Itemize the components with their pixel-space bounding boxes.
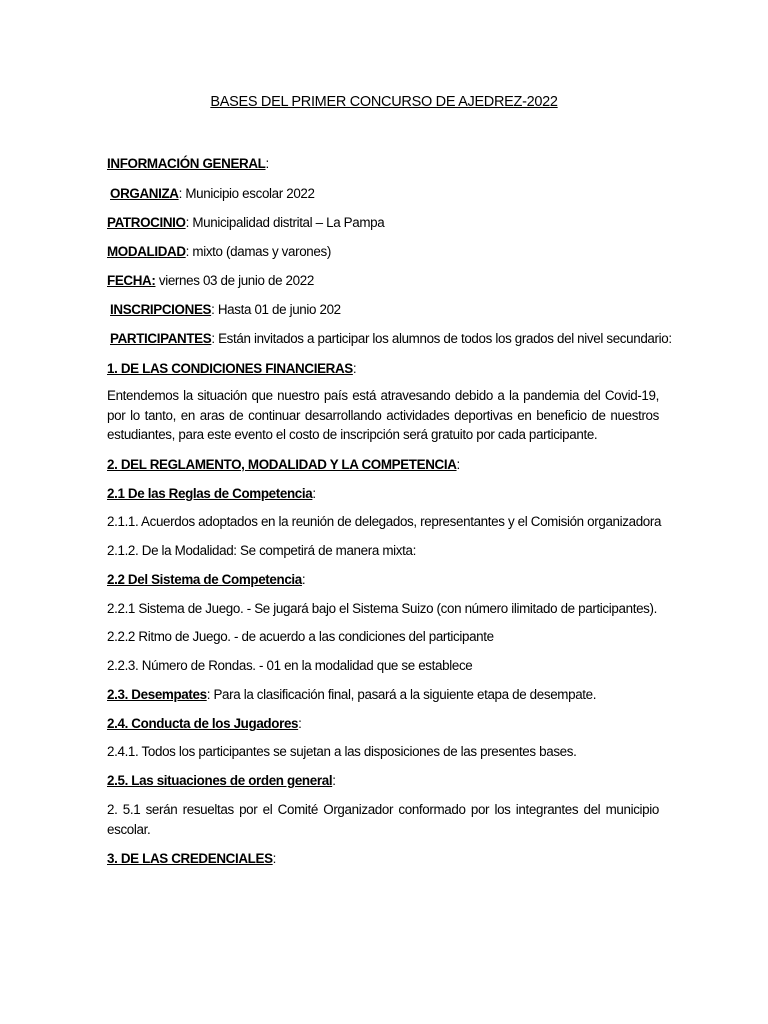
inscripciones-value: : Hasta 01 de junio 202 (211, 302, 341, 317)
section-2-1-colon: : (312, 486, 316, 501)
participantes-value: : Están invitados a participar los alumnos de todos los grados del nivel secundario: (211, 331, 672, 346)
section-2-3-text: : Para la clasificación final, pasará a la siguiente etapa de desempate. (206, 687, 597, 702)
modalidad-value: : mixto (damas y varones) (185, 244, 331, 259)
organiza-line (110, 185, 315, 202)
section-2-colon: : (456, 457, 460, 472)
item-2-5-1: 2. 5.1 serán resueltas por el Comité Organizador conformado por los integrantes del municipio escolar. (107, 802, 659, 837)
section-3-heading: 3. DE LAS CREDENCIALES (107, 851, 273, 866)
inscripciones-label: INSCRIPCIONES (110, 302, 212, 317)
section-2-2-heading: 2.2 Del Sistema de Competencia (107, 572, 302, 587)
item-2-2-2: 2.2.2 Ritmo de Juego. - de acuerdo a las condiciones del participante (107, 629, 494, 644)
section-2-2-colon: : (301, 572, 306, 587)
section-2-4-heading: 2.4. Conducta de los Jugadores (107, 716, 299, 731)
modalidad-line (107, 243, 331, 260)
info-general-colon: : (265, 156, 269, 171)
section-1-heading: 1. DE LAS CONDICIONES FINANCIERAS (107, 361, 353, 376)
inscripciones-line (110, 301, 341, 318)
section-2-5-colon: : (332, 773, 336, 788)
info-general-line (107, 155, 269, 172)
item-2-4-1: 2.4.1. Todos los participantes se sujetan a las disposiciones de las presentes bases. (107, 744, 577, 759)
section-1-colon: : (352, 361, 357, 376)
item-2-2-3: 2.2.3. Número de Rondas. - 01 en la modalidad que se establece (107, 658, 473, 673)
patrocinio-value: : Municipalidad distrital – La Pampa (185, 215, 385, 230)
section-2-4-line (107, 715, 302, 732)
section-1-paragraph: Entendemos la situación que nuestro país está atravesando debido a la pandemia del Covid-19, por lo tanto, en aras de continuar desarrollando actividades deportivas en beneficio de nuestros estudiantes, para este evento el costo de inscripción será gratuito por cada participante. (107, 388, 659, 442)
document-title: BASES DEL PRIMER CONCURSO DE AJEDREZ-2022 (210, 94, 558, 110)
section-2-5-heading: 2.5. Las situaciones de orden general (107, 773, 333, 788)
section-2-line (107, 456, 460, 473)
info-general-heading: INFORMACIÓN GENERAL (107, 156, 266, 171)
section-2-1-heading: 2.1 De las Reglas de Competencia (107, 486, 313, 501)
patrocinio-label: PATROCINIO (107, 215, 186, 230)
modalidad-label: MODALIDAD (107, 244, 186, 259)
section-2-5-line (107, 772, 336, 789)
section-2-1-line (107, 485, 316, 502)
participantes-label: PARTICIPANTES (110, 331, 212, 346)
section-3-colon: : (272, 851, 277, 866)
item-2-1-2: 2.1.2. De la Modalidad: Se competirá de manera mixta: (107, 543, 416, 558)
section-2-3-line (107, 686, 596, 703)
fecha-value: viernes 03 de junio de 2022 (155, 273, 314, 288)
item-2-1-1: 2.1.1. Acuerdos adoptados en la reunión de delegados, representantes y el Comisión organizadora (107, 514, 662, 529)
patrocinio-line (107, 214, 384, 231)
section-2-2-line (107, 571, 305, 588)
fecha-label: FECHA: (107, 273, 156, 288)
participantes-line (110, 330, 672, 347)
organiza-label: ORGANIZA (110, 186, 179, 201)
section-2-3-heading: 2.3. Desempates (107, 687, 207, 702)
organiza-value: : Municipio escolar 2022 (178, 186, 315, 201)
item-2-2-1: 2.2.1 Sistema de Juego. - Se jugará bajo el Sistema Suizo (con número ilimitado de participantes). (107, 601, 657, 616)
fecha-line (107, 272, 314, 289)
section-2-4-colon: : (298, 716, 302, 731)
section-2-heading: 2. DEL REGLAMENTO, MODALIDAD Y LA COMPETENCIA (107, 457, 457, 472)
section-1-line (107, 360, 356, 377)
section-3-line (107, 850, 276, 867)
